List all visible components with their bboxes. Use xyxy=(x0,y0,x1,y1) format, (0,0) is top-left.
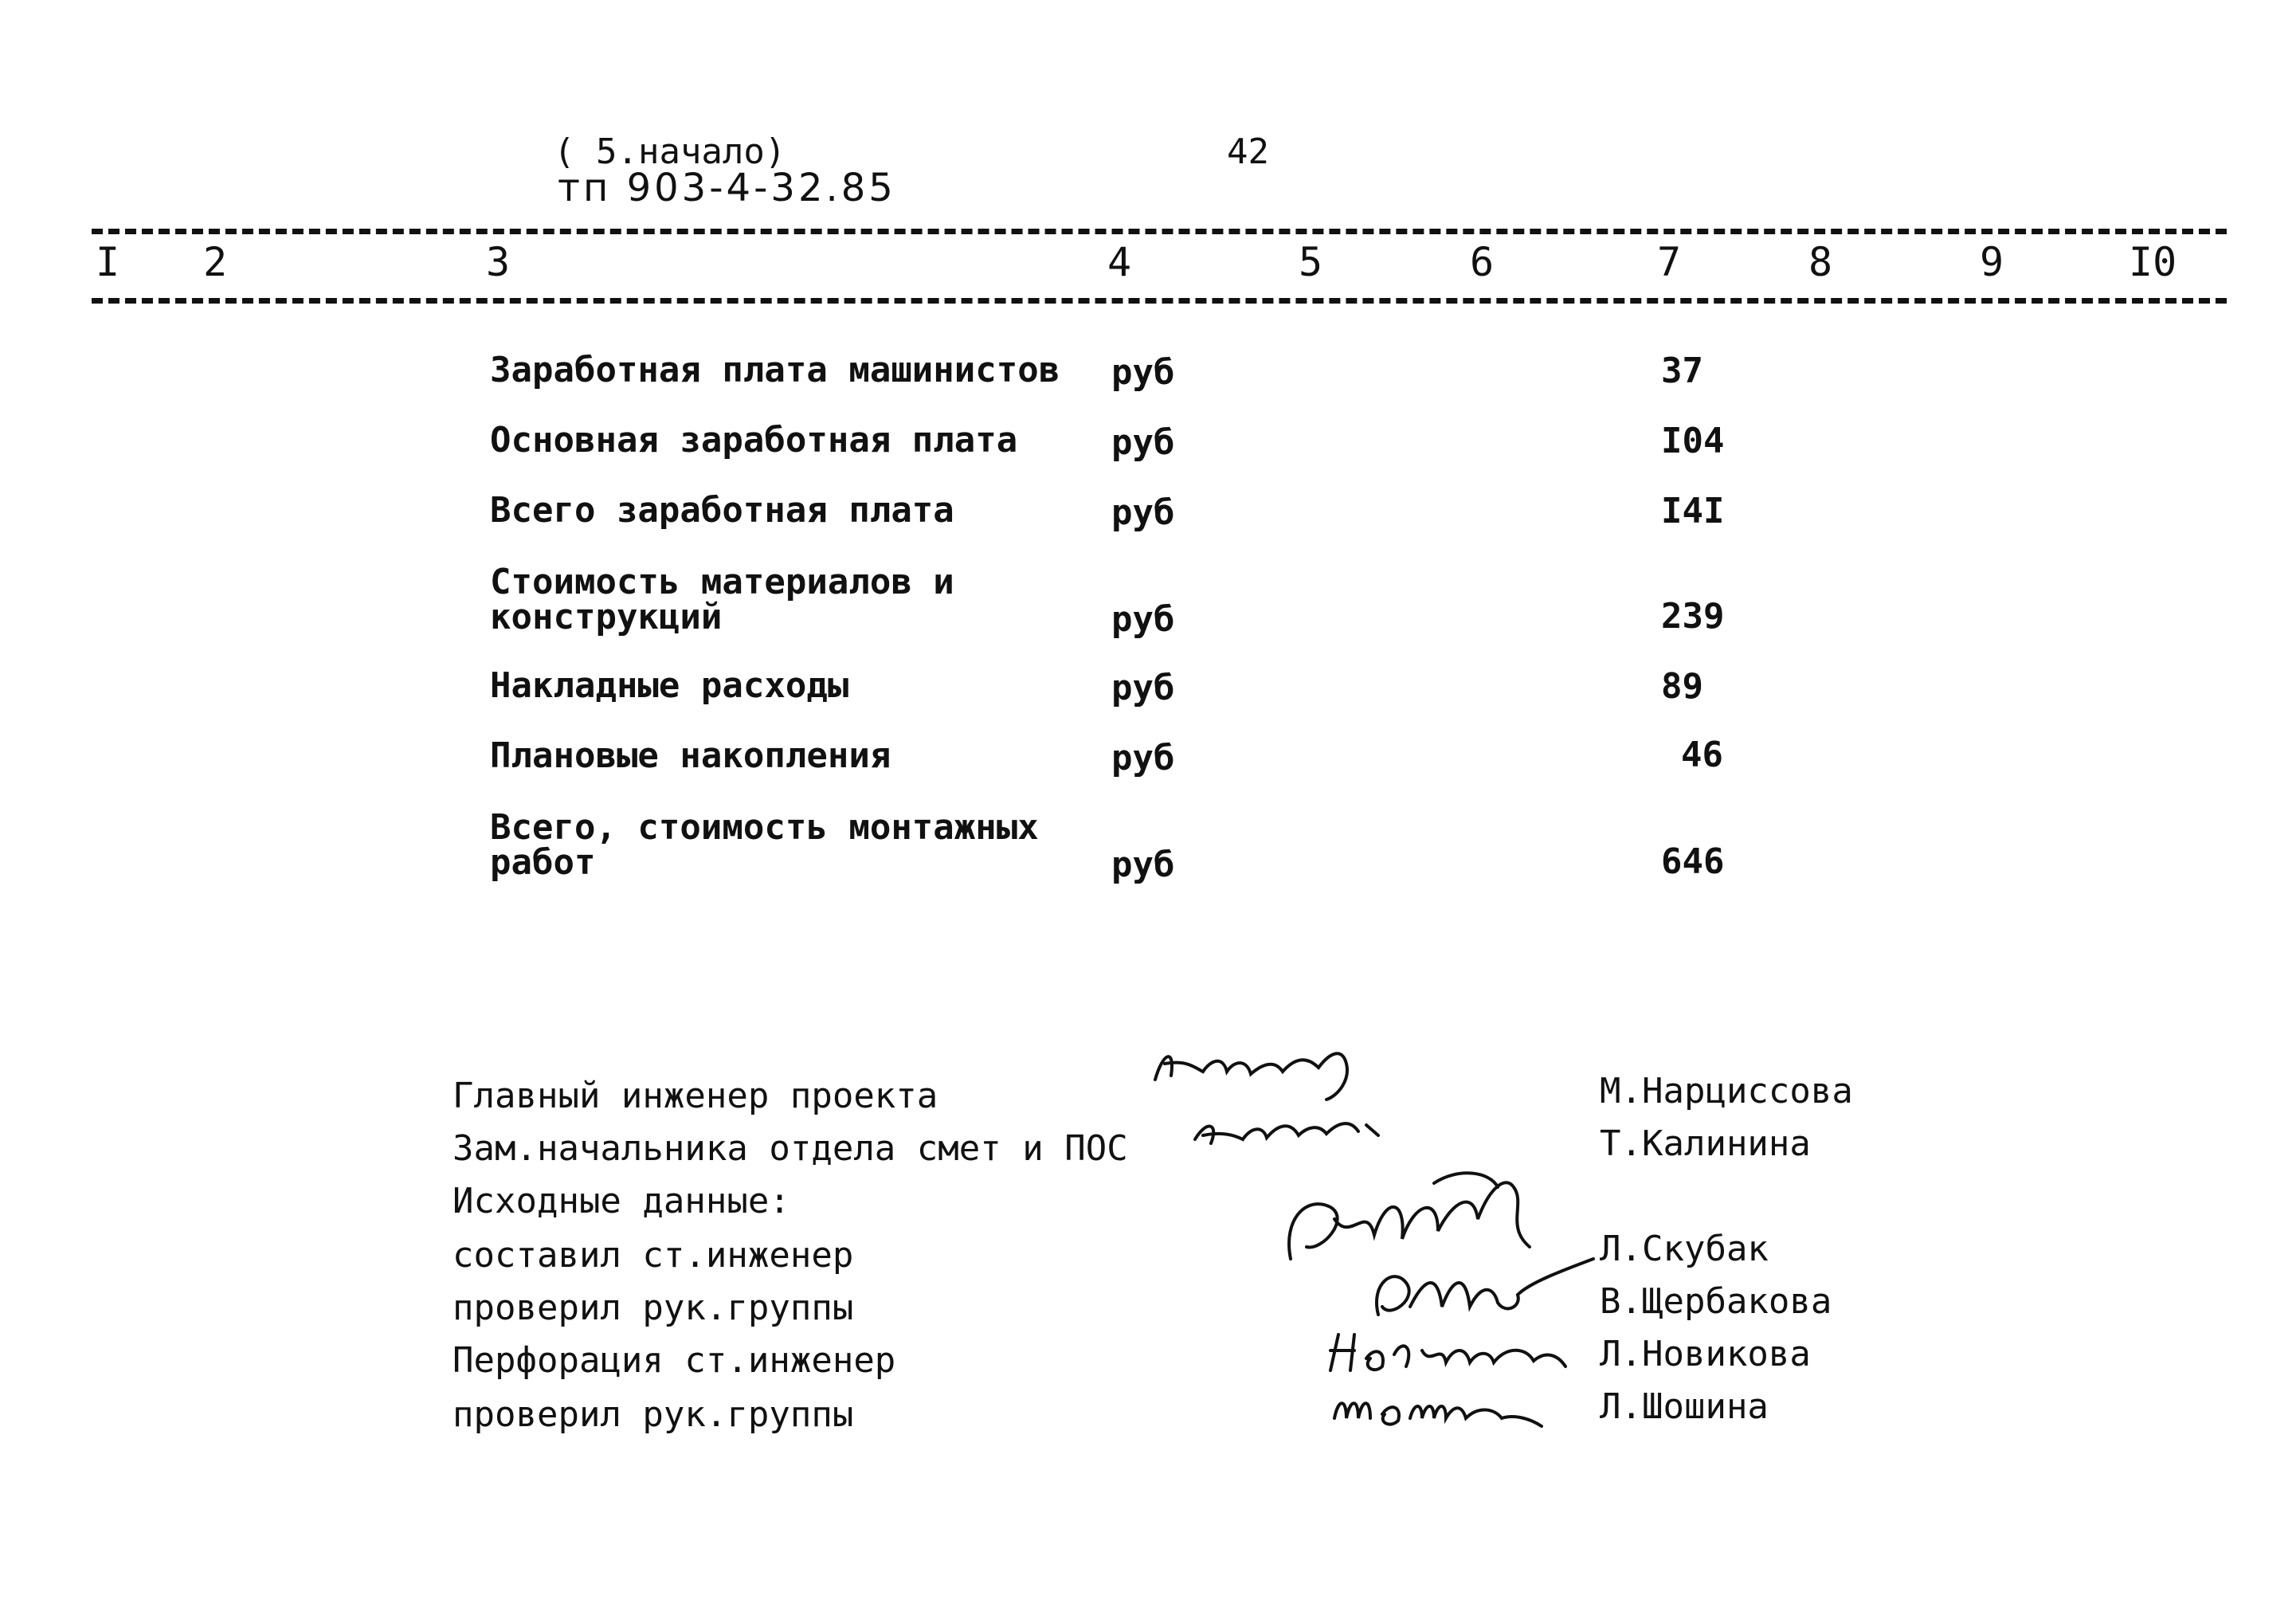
row-unit: руб xyxy=(1111,845,1175,885)
row-label: Накладные расходы xyxy=(490,665,849,706)
column-number-6: 6 xyxy=(1470,239,1495,285)
row-value: I04 xyxy=(1661,421,1725,461)
row-value: 37 xyxy=(1661,351,1703,391)
column-number-1: I xyxy=(96,239,120,285)
row-unit: руб xyxy=(1111,492,1175,533)
row-unit: руб xyxy=(1111,599,1175,640)
column-number-8: 8 xyxy=(1808,239,1833,285)
header-bottom-rule xyxy=(92,298,2227,304)
row-unit: руб xyxy=(1111,738,1175,778)
handwritten-signature-kalinina xyxy=(1187,1107,1394,1155)
column-number-5: 5 xyxy=(1299,239,1323,285)
row-label-continued: работ xyxy=(490,842,596,883)
signature-role: Перфорация ст.инженер xyxy=(453,1340,896,1381)
header-top-rule xyxy=(92,229,2227,234)
row-label-continued: конструкций xyxy=(490,597,723,637)
column-number-10: I0 xyxy=(2129,239,2177,285)
row-value: 646 xyxy=(1661,841,1725,882)
signature-role: Зам.начальника отдела смет и ПОС xyxy=(453,1128,1128,1169)
signature-name: Л.Шошина xyxy=(1600,1386,1769,1427)
handwritten-signature-shoshina xyxy=(1322,1382,1561,1438)
signature-role: Исходные данные: xyxy=(453,1181,790,1221)
signature-role: Главный инженер проекта xyxy=(453,1076,938,1116)
column-number-2: 2 xyxy=(203,239,228,285)
signature-name: Л.Новикова xyxy=(1600,1334,1811,1374)
section-label: ( 5.начало) xyxy=(554,131,786,172)
signature-name: Л.Скубак xyxy=(1600,1229,1769,1269)
document-code: тп 903-4-32.85 xyxy=(558,166,896,210)
row-label: Заработная плата машинистов xyxy=(490,350,1060,390)
row-value: 239 xyxy=(1661,596,1725,637)
row-value: I4I xyxy=(1661,491,1725,531)
column-number-7: 7 xyxy=(1657,239,1682,285)
signature-role: составил ст.инженер xyxy=(453,1235,854,1276)
column-number-9: 9 xyxy=(1980,239,2004,285)
row-unit: руб xyxy=(1111,422,1175,463)
row-label: Стоимость материалов и xyxy=(490,562,954,602)
signature-name: М.Нарциссова xyxy=(1600,1071,1853,1111)
row-unit: руб xyxy=(1111,668,1175,708)
column-number-4: 4 xyxy=(1107,239,1132,285)
signature-name: Т.Калинина xyxy=(1600,1123,1811,1164)
row-label: Основная заработная плата xyxy=(490,420,1018,461)
page-number: 42 xyxy=(1227,131,1269,172)
handwritten-signature-narcissova xyxy=(1147,1036,1386,1107)
signature-role: проверил рук.группы xyxy=(453,1288,854,1328)
signature-name: В.Щербакова xyxy=(1600,1281,1832,1322)
signature-role: проверил рук.группы xyxy=(453,1394,854,1435)
row-label: Плановые накопления xyxy=(490,735,891,776)
handwritten-signature-scherbakova xyxy=(1362,1251,1601,1331)
row-label: Всего, стоимость монтажных xyxy=(490,807,1039,848)
column-number-3: 3 xyxy=(486,239,511,285)
row-value: 46 xyxy=(1681,735,1723,775)
row-value: 89 xyxy=(1661,666,1703,707)
handwritten-signature-novikova xyxy=(1318,1323,1573,1386)
row-label: Всего заработная плата xyxy=(490,490,954,531)
row-unit: руб xyxy=(1111,352,1175,393)
